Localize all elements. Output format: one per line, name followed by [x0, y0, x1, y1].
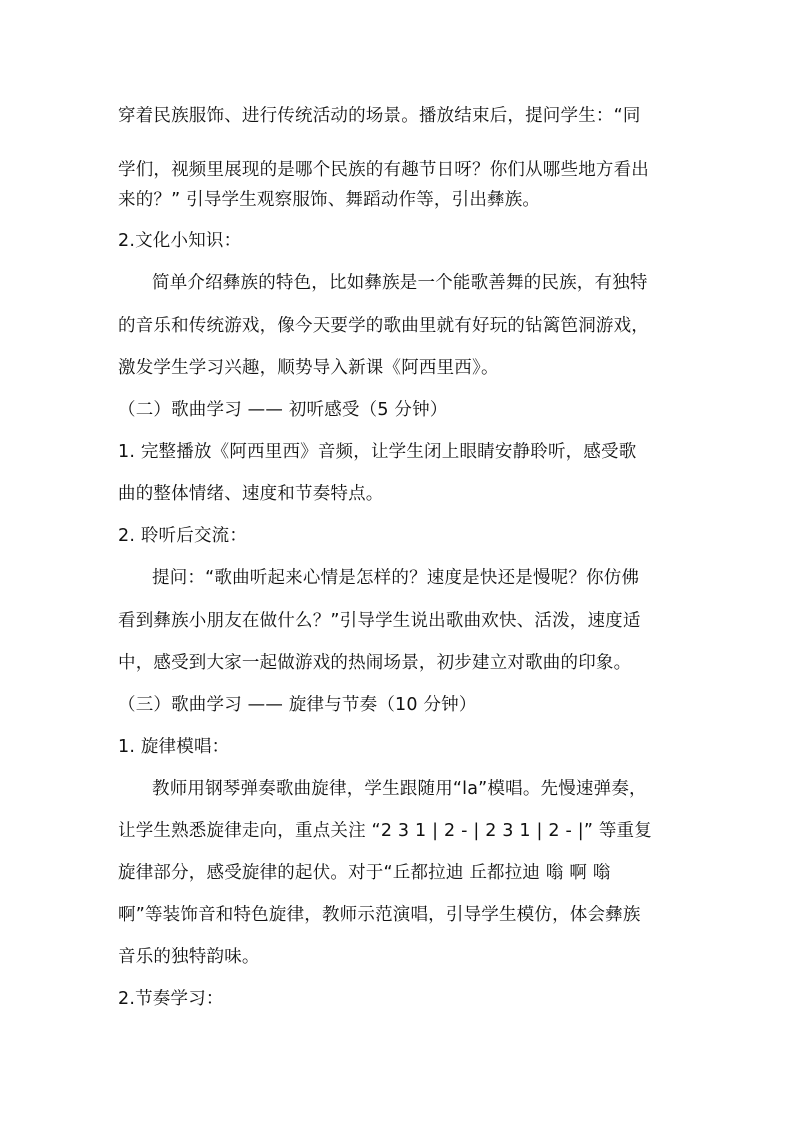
section-subheading: 2.文化小知识：: [118, 231, 242, 251]
paragraph-line: 学们，视频里展现的是哪个民族的有趣节日呀？你们从哪些地方看出: [118, 160, 649, 180]
paragraph-line: 旋律部分，感受旋律的起伏。对于“丘都拉迪 丘都拉迪 嗡 啊 嗡: [118, 863, 611, 883]
paragraph-line: 看到彝族小朋友在做什么？”引导学生说出歌曲欢快、活泼，速度适: [118, 611, 641, 631]
section-subheading: 2.节奏学习：: [118, 989, 224, 1009]
paragraph-line: 来的？” 引导学生观察服饰、舞蹈动作等，引出彝族。: [118, 190, 541, 210]
section-heading: （三）歌曲学习 —— 旋律与节奏（10 分钟）: [118, 695, 477, 715]
paragraph-line: 的音乐和传统游戏，像今天要学的歌曲里就有好玩的钻篱笆洞游戏，: [118, 316, 649, 336]
paragraph-line: 中，感受到大家一起做游戏的热闹场景，初步建立对歌曲的印象。: [118, 653, 632, 673]
paragraph-line: 提问：“歌曲听起来心情是怎样的？速度是快还是慢呢？你仿佛: [152, 568, 640, 588]
paragraph-line: 1. 完整播放《阿西里西》音频，让学生闭上眼睛安静聆听，感受歌: [118, 442, 637, 462]
paragraph-line: 曲的整体情绪、速度和节奏特点。: [118, 484, 384, 504]
paragraph-line: 简单介绍彝族的特色，比如彝族是一个能歌善舞的民族，有独特: [152, 273, 648, 293]
paragraph-line: 激发学生学习兴趣，顺势导入新课《阿西里西》。: [118, 358, 499, 378]
section-subheading: 1. 旋律模唱：: [118, 737, 230, 757]
paragraph-line: 音乐的独特韵味。: [118, 947, 260, 967]
paragraph-line: 让学生熟悉旋律走向，重点关注 “2 3 1 | 2 - | 2 3 1 | 2 - |” 等重复: [118, 821, 652, 841]
paragraph-line: 穿着民族服饰、进行传统活动的场景。播放结束后，提问学生：“同: [118, 106, 641, 126]
section-subheading: 2. 聆听后交流：: [118, 526, 248, 546]
paragraph-line: 啊”等装饰音和特色旋律，教师示范演唱，引导学生模仿，体会彝族: [118, 905, 641, 925]
section-heading: （二）歌曲学习 —— 初听感受（5 分钟）: [118, 400, 448, 420]
paragraph-line: 教师用钢琴弹奏歌曲旋律，学生跟随用“la”模唱。先慢速弹奏，: [152, 779, 647, 799]
